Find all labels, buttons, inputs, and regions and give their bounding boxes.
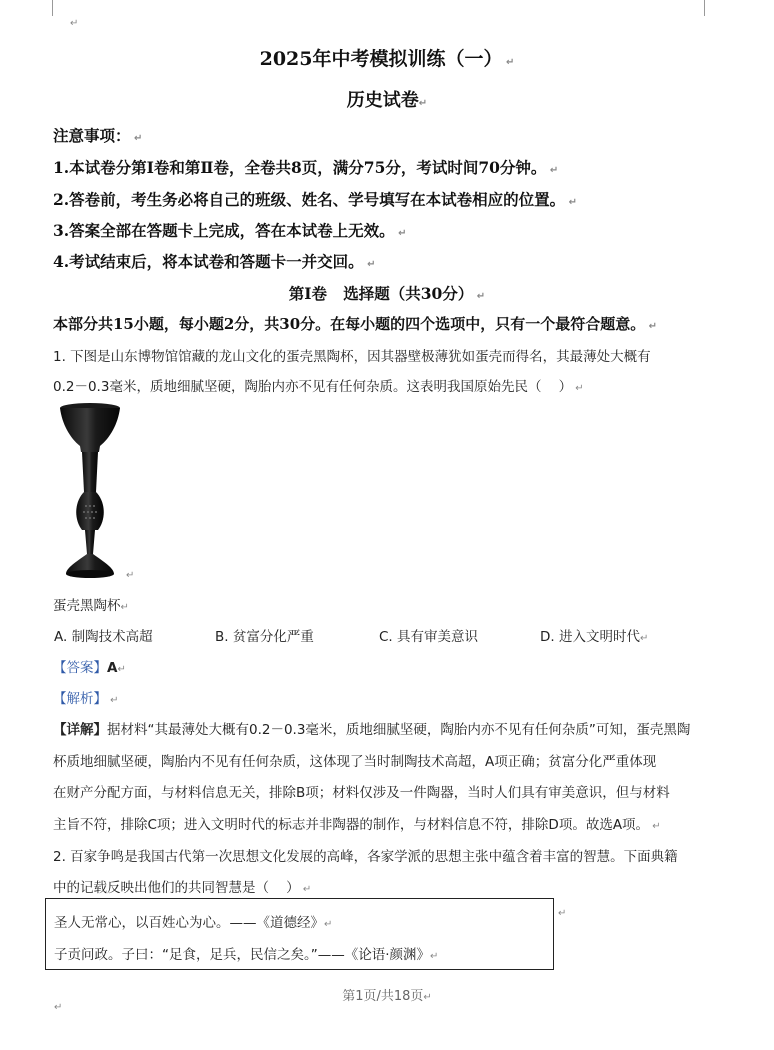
svg-text:↵: ↵	[126, 570, 135, 580]
section-title: 第Ⅰ卷 选择题（共30分） ↵	[288, 284, 486, 303]
notice-heading: 注意事项： ↵	[53, 126, 143, 145]
notice-item: 3.答案全部在答题卡上完成，答在本试卷上无效。 ↵	[53, 221, 407, 240]
notice-item: 1.本试卷分第Ⅰ卷和第Ⅱ卷，全卷共8页，满分75分，考试时间70分钟。 ↵	[53, 158, 559, 177]
eggshell-pottery-cup-image	[54, 402, 136, 580]
option-c: C. 具有审美意识	[379, 629, 479, 645]
analysis-label: 【解析】	[53, 691, 107, 707]
page-corner-mark-left	[52, 0, 53, 16]
quote-line-1: 圣人无常心，以百姓心为心。——《道德经》↵	[54, 915, 333, 931]
answer-line: 【答案】A↵	[53, 660, 126, 676]
notice-item: 4.考试结束后，将本试卷和答题卡一并交回。 ↵	[53, 252, 376, 271]
exam-subtitle: 历史试卷↵	[346, 90, 428, 111]
answer-value: A	[107, 660, 118, 676]
question-2-stem-line1: 2. 百家争鸣是我国古代第一次思想文化发展的高峰，各家学派的思想主张中蕴含着丰富的智慧。下面典籍	[53, 849, 678, 865]
question-1-stem-line2: 0.2－0.3毫米，质地细腻坚硬，陶胎内亦不见有任何杂质。这表明我国原始先民（ ） ↵	[53, 379, 584, 395]
detail-line-2: 杯质地细腻坚硬，陶胎内不见有任何杂质，这体现了当时制陶技术高超，A项正确；贫富分化严重体现	[53, 754, 657, 770]
detail-line-1: 【详解】据材料“其最薄处大概有0.2－0.3毫米，质地细腻坚硬，陶胎内亦不见有任何杂质”可知，蛋壳黑陶	[53, 722, 691, 738]
question-1-stem-line1: 1. 下图是山东博物馆馆藏的龙山文化的蛋壳黑陶杯，因其器壁极薄犹如蛋壳而得名，其最薄处大概有	[53, 349, 651, 365]
image-caption: 蛋壳黑陶杯↵	[53, 598, 129, 614]
question-2-stem-line2: 中的记载反映出他们的共同智慧是（ ） ↵	[53, 880, 312, 896]
answer-label: 【答案】	[53, 660, 107, 676]
page-corner-mark-right	[704, 0, 705, 16]
quote-line-2: 子贡问政。子曰：“足食，足兵，民信之矣。”——《论语·颜渊》↵	[54, 947, 439, 963]
option-d: D. 进入文明时代↵	[540, 629, 649, 645]
section-instructions: 本部分共15小题，每小题2分，共30分。在每小题的四个选项中，只有一个最符合题意。 ↵	[53, 315, 658, 333]
detail-line-3: 在财产分配方面，与材料信息无关，排除B项；材料仅涉及一件陶器，当时人们具有审美意识，但与材料	[53, 785, 670, 801]
paragraph-mark-icon: ↵	[54, 1002, 63, 1013]
paragraph-mark-icon: ↵	[70, 18, 79, 29]
notice-item: 2.答卷前，考生务必将自己的班级、姓名、学号填写在本试卷相应的位置。 ↵	[53, 190, 578, 209]
analysis-line: 【解析】 ↵	[53, 691, 119, 707]
exam-title: 2025年中考模拟训练（一） ↵	[259, 48, 515, 70]
page-footer: 第1页/共18页↵	[342, 989, 432, 1004]
paragraph-mark-icon: ↵	[558, 908, 567, 919]
option-b: B. 贫富分化严重	[215, 629, 314, 645]
detail-label: 【详解】	[53, 722, 107, 738]
detail-line-4: 主旨不符，排除C项；进入文明时代的标志并非陶器的制作，与材料信息不符，排除D项。故选A项。 ↵	[53, 817, 661, 833]
option-a: A. 制陶技术高超	[54, 629, 153, 645]
